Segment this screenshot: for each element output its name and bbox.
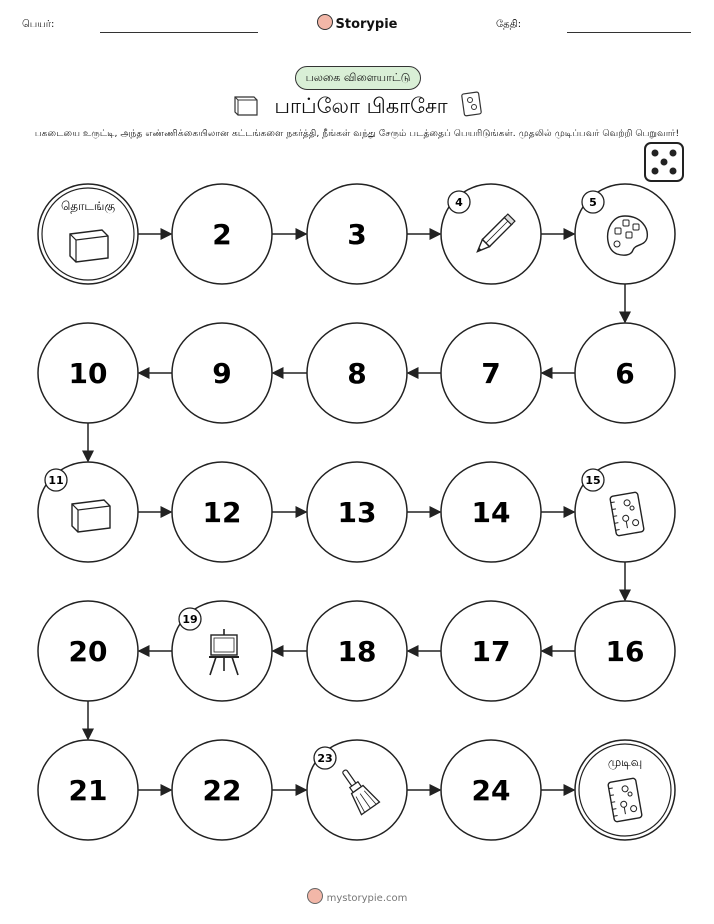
space-number: 22	[202, 774, 242, 807]
book-icon	[72, 500, 110, 532]
space-number: 3	[347, 218, 367, 251]
space-number: 6	[615, 357, 635, 390]
space-number: 24	[471, 774, 511, 807]
space-number: 19	[182, 613, 198, 626]
space-number: 11	[48, 474, 64, 487]
space-number: 10	[68, 357, 108, 390]
storypie-footer-logo-icon	[307, 888, 323, 904]
space-number: 18	[337, 635, 377, 668]
board-space-23[interactable]	[307, 740, 407, 840]
brand-name: Storypie	[335, 17, 398, 32]
space-number: 7	[481, 357, 501, 390]
space-number: 12	[202, 496, 242, 529]
board-space-3[interactable]	[307, 184, 407, 284]
space-number: 20	[68, 635, 108, 668]
game-type-badge: பலகை விளையாட்டு	[295, 66, 421, 90]
board-space-8[interactable]	[307, 323, 407, 423]
space-number: 9	[212, 357, 232, 390]
footer	[0, 888, 714, 904]
space-number: 13	[337, 496, 377, 529]
instructions: பகடையை உருட்டி, அந்த எண்ணிக்கையிலான கட்டங்களை நகர்த்தி, நீங்கள் வந்து சேரும் படத்தைப் பெயரிடுங்கள். முதலில் முடிப்பவர் வெற்றி பெறுவார்!	[34, 128, 680, 139]
board-space-15[interactable]	[575, 462, 675, 562]
board-space-finish[interactable]	[575, 740, 675, 840]
date-label: தேதி:	[496, 19, 522, 30]
board-space-start[interactable]	[38, 184, 138, 284]
board-space-10[interactable]	[38, 323, 138, 423]
space-number: 5	[589, 196, 597, 209]
sketchbook-icon	[608, 778, 643, 822]
board-space-9[interactable]	[172, 323, 272, 423]
board-space-20[interactable]	[38, 601, 138, 701]
name-label: பெயர்:	[22, 19, 55, 30]
book-icon	[70, 230, 108, 262]
board-space-17[interactable]	[441, 601, 541, 701]
space-number: 23	[317, 752, 333, 765]
board-space-14[interactable]	[441, 462, 541, 562]
space-number: 14	[471, 496, 511, 529]
sketchbook-icon	[610, 492, 645, 536]
space-number: 8	[347, 357, 367, 390]
board-space-21[interactable]	[38, 740, 138, 840]
board-space-4[interactable]	[441, 184, 541, 284]
board-space-7[interactable]	[441, 323, 541, 423]
board-space-5[interactable]	[575, 184, 675, 284]
footer-url[interactable]: mystorypie.com	[326, 893, 408, 904]
space-number: 15	[585, 474, 601, 487]
board-space-2[interactable]	[172, 184, 272, 284]
start-label: தொடங்கு	[60, 199, 116, 213]
space-number: 17	[471, 635, 511, 668]
board-space-6[interactable]	[575, 323, 675, 423]
board-space-19[interactable]	[172, 601, 272, 701]
dice-five-icon	[645, 143, 683, 181]
space-number: 16	[605, 635, 645, 668]
space-number: 4	[455, 196, 463, 209]
space-number: 2	[212, 218, 232, 251]
title-text: பாப்லோ பிகாசோ	[274, 94, 448, 118]
board-space-24[interactable]	[441, 740, 541, 840]
finish-label: முடிவு	[607, 755, 643, 769]
board-space-22[interactable]	[172, 740, 272, 840]
board-space-12[interactable]	[172, 462, 272, 562]
board-space-13[interactable]	[307, 462, 407, 562]
board-space-11[interactable]	[38, 462, 138, 562]
board-space-16[interactable]	[575, 601, 675, 701]
board-space-18[interactable]	[307, 601, 407, 701]
space-number: 21	[68, 774, 108, 807]
